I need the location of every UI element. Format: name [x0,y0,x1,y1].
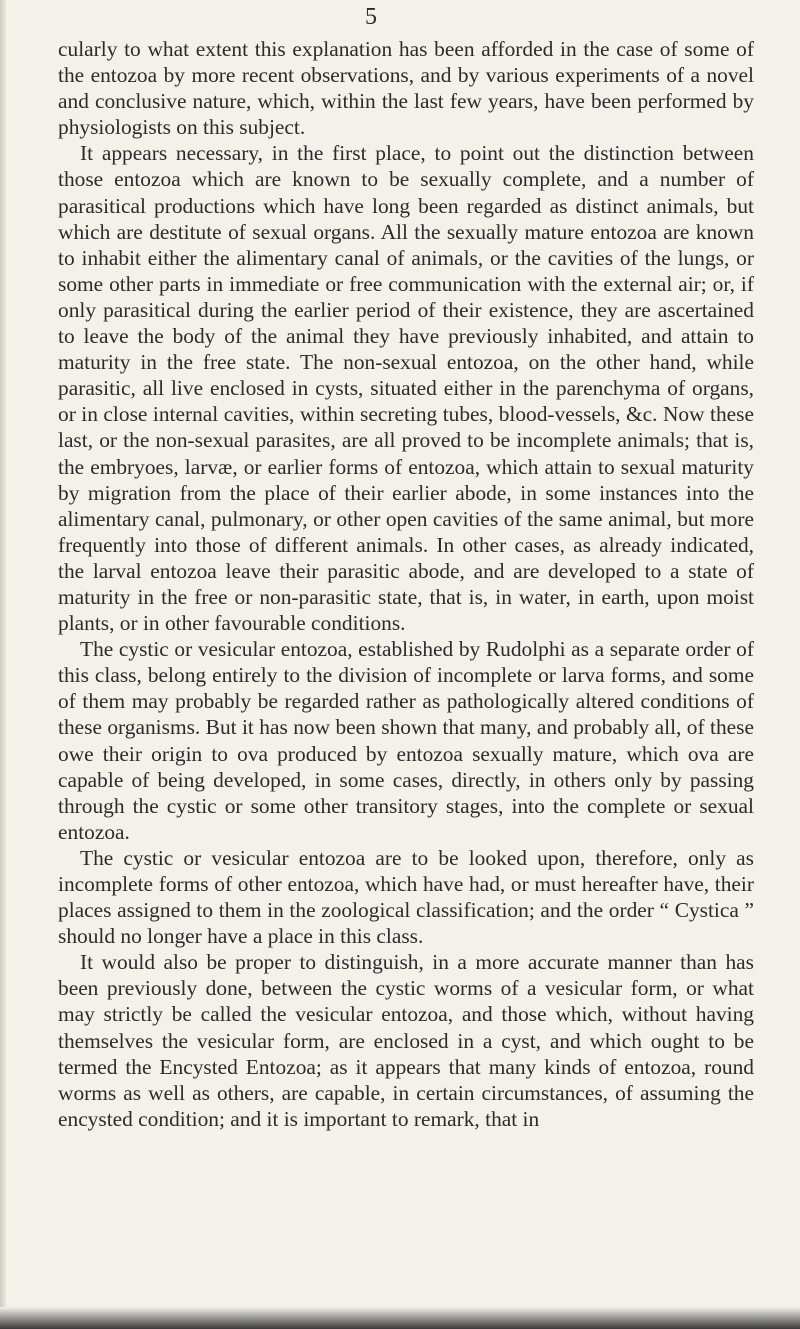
paragraph-distinction: It appears necessary, in the first place, to point out the distinction between those entozoa which are known to be sexually complete, and a number of parasitical productions which have long been regarded as distinct animals, but which are destitute of sexual organs. All the sexually mature entozoa are known to inhabit either the alimentary canal of animals, or the cavities of the lungs, or some other parts in immediate or free communication with the external air; or, if only parasitical during the earlier period of their existence, they are ascertained to leave the body of the animal they have previously inhabited, and attain to maturity in the free state. The non-sexual entozoa, on the other hand, while parasitic, all live enclosed in cysts, situated either in the parenchyma of organs, or in close internal cavities, within secreting tubes, blood-vessels, &c. Now these last, or the non-sexual parasites, are all proved to be incomplete animals; that is, the embryoes, larvæ, or earlier forms of entozoa, which attain to sexual maturity by migration from the place of their earlier abode, in some instances into the alimentary canal, pulmonary, or other open cavities of the same animal, but more frequently into those of different animals. In other cases, as already indicated, the larval entozoa leave their parasitic abode, and are developed to a state of maturity in the free or non-parasitic state, that is, in water, in earth, upon moist plants, or in other favourable conditions. [58,141,754,636]
body-text [58,36,754,1132]
page-number: 5 [365,4,377,30]
paragraph-incomplete-forms: The cystic or vesicular entozoa are to be looked upon, therefore, only as incomplete forms of other entozoa, which have had, or must hereafter have, their places assigned to them in the zoological classification; and the order “ Cystica ” should no longer have a place in this class. [58,845,754,949]
paragraph-encysted-entozoa: It would also be proper to distinguish, in a more accurate manner than has been previously done, between the cystic worms of a vesicular form, or what may strictly be called the vesicular entozoa, and those which, without having themselves the vesicular form, are enclosed in a cyst, and which ought to be termed the Encysted Entozoa; as it appears that many kinds of entozoa, round worms as well as others, are capable, in certain circumstances, of assuming the encysted condition; and it is important to remark, that in [58,950,754,1131]
paragraph-continued: cularly to what extent this explanation has been afforded in the case of some of the entozoa by more recent observations, and by various experiments of a novel and conclusive nature, which, within the last few years, have been performed by physiologists on this subject. [58,37,754,140]
paragraph-cystic-entozoa: The cystic or vesicular entozoa, established by Rudolphi as a separate order of this class, belong entirely to the division of incomplete or larva forms, and some of them may probably be regarded rather as pathologically altered conditions of these organisms. But it has now been shown that many, and probably all, of these owe their origin to ova produced by entozoa sexually mature, which ova are capable of being developed, in some cases, directly, in others only by passing through the cystic or some other transitory stages, into the complete or sexual entozoa. [58,637,754,844]
page-bottom-shadow [0,1307,800,1329]
page-gutter-edge [0,0,6,1329]
